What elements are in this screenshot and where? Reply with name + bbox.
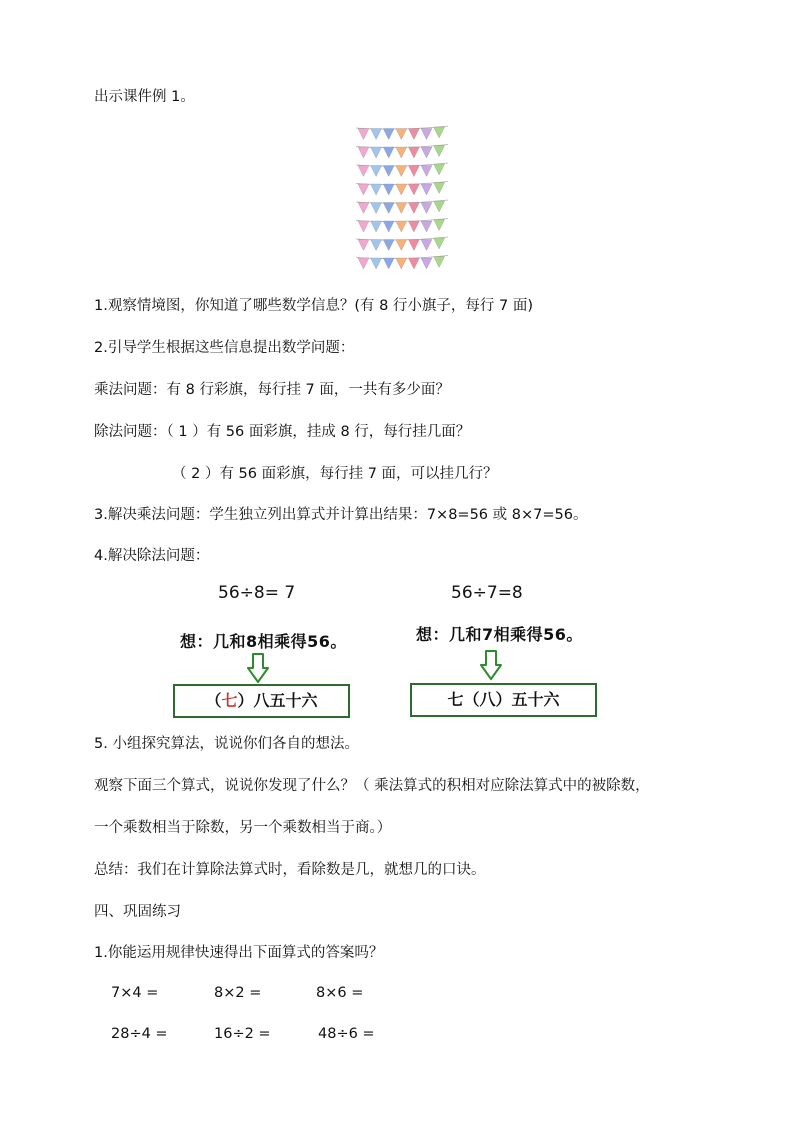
bunting-flag bbox=[421, 166, 432, 177]
bunting-flag bbox=[358, 147, 369, 158]
bunting-flag bbox=[383, 184, 394, 195]
bunting-flag bbox=[421, 147, 432, 158]
left-think-text: 想：几和8相乘得56。 bbox=[180, 632, 347, 651]
bunting-flag bbox=[358, 166, 369, 177]
bunting-flag bbox=[358, 221, 369, 232]
left-box-rest: ）八五十六 bbox=[237, 691, 318, 710]
observe-line-1: 观察下面三个算式，说说你发现了什么？（ 乘法算式的积相对应除法算式中的被除数， bbox=[94, 778, 650, 794]
section-heading: 四、巩固练习 bbox=[94, 904, 181, 920]
bunting-flag bbox=[371, 240, 382, 251]
left-multiplication-rhyme-box bbox=[173, 684, 350, 718]
bunting-flag bbox=[434, 127, 445, 138]
exercise-4: 28÷4 = bbox=[111, 1026, 168, 1042]
bunting-flag bbox=[383, 203, 394, 214]
bunting-flag bbox=[434, 257, 445, 268]
bunting-flag bbox=[358, 258, 369, 269]
bunting-flag bbox=[408, 129, 419, 140]
bunting-flag bbox=[358, 184, 369, 195]
bunting-flag bbox=[421, 184, 432, 195]
bunting-flag bbox=[358, 240, 369, 251]
bunting-flag bbox=[358, 203, 369, 214]
bunting-flag bbox=[408, 221, 419, 232]
intro-text: 出示课件例 1。 bbox=[94, 89, 195, 105]
practice-question: 1.你能运用规律快速得出下面算式的答案吗？ bbox=[94, 945, 384, 961]
bunting-flag bbox=[421, 129, 432, 140]
bunting-flag bbox=[396, 129, 407, 140]
bunting-flag bbox=[371, 203, 382, 214]
bunting-flag bbox=[371, 258, 382, 269]
bunting-flag bbox=[396, 221, 407, 232]
question-1: 1.观察情境图，你知道了哪些数学信息？(有 8 行小旗子，每行 7 面) bbox=[94, 298, 534, 314]
bunting-flag bbox=[434, 201, 445, 212]
bunting-flags-illustration bbox=[354, 124, 450, 276]
left-equation: 56÷8= 7 bbox=[218, 583, 296, 603]
bunting-flag bbox=[396, 258, 407, 269]
bunting-flag bbox=[408, 184, 419, 195]
bunting-flag bbox=[434, 146, 445, 157]
exercise-3: 8×6 = bbox=[316, 985, 364, 1001]
bunting-flag bbox=[421, 258, 432, 269]
bunting-flag bbox=[383, 240, 394, 251]
division-problem-1: 除法问题：（ 1 ）有 56 面彩旗，挂成 8 行，每行挂几面？ bbox=[94, 424, 471, 440]
question-5: 5. 小组探究算法，说说你们各自的想法。 bbox=[94, 736, 359, 752]
exercise-6: 48÷6 = bbox=[318, 1026, 375, 1042]
bunting-flag bbox=[383, 258, 394, 269]
question-4: 4.解决除法问题： bbox=[94, 548, 210, 564]
bunting-flag bbox=[371, 147, 382, 158]
exercise-5: 16÷2 = bbox=[214, 1026, 271, 1042]
observe-line-2: 一个乘数相当于除数，另一个乘数相当于商。） bbox=[94, 820, 392, 836]
question-2: 2.引导学生根据这些信息提出数学问题： bbox=[94, 340, 355, 356]
multiplication-problem: 乘法问题：有 8 行彩旗，每行挂 7 面，一共有多少面？ bbox=[94, 382, 450, 398]
bunting-flag bbox=[396, 184, 407, 195]
bunting-flag bbox=[421, 221, 432, 232]
bunting-flag bbox=[371, 184, 382, 195]
bunting-flag bbox=[358, 129, 369, 140]
bunting-flag bbox=[434, 164, 445, 175]
right-think-text: 想：几和7相乘得56。 bbox=[416, 625, 583, 644]
bunting-flag bbox=[408, 203, 419, 214]
bunting-flag bbox=[371, 166, 382, 177]
bunting-flag bbox=[383, 147, 394, 158]
exercise-1: 7×4 = bbox=[111, 985, 159, 1001]
left-box-paren-open: （ bbox=[205, 691, 222, 710]
bunting-flag bbox=[396, 240, 407, 251]
division-problem-2: （ 2 ）有 56 面彩旗，每行挂 7 面，可以挂几行？ bbox=[172, 466, 498, 482]
bunting-flag bbox=[408, 240, 419, 251]
bunting-flag bbox=[383, 129, 394, 140]
bunting-flag bbox=[408, 166, 419, 177]
right-multiplication-rhyme-box: 七（八）五十六 bbox=[410, 683, 597, 717]
bunting-flag bbox=[383, 221, 394, 232]
bunting-flag bbox=[371, 221, 382, 232]
bunting-flag bbox=[383, 166, 394, 177]
right-down-arrow-icon bbox=[480, 650, 502, 680]
left-down-arrow-icon bbox=[247, 653, 269, 683]
bunting-flag bbox=[396, 203, 407, 214]
exercise-2: 8×2 = bbox=[214, 985, 262, 1001]
question-3: 3.解决乘法问题：学生独立列出算式并计算出结果：7×8=56 或 8×7=56。 bbox=[94, 507, 588, 523]
bunting-flag bbox=[408, 258, 419, 269]
bunting-flag bbox=[408, 147, 419, 158]
left-box-highlight: 七 bbox=[221, 691, 238, 710]
bunting-flag bbox=[434, 238, 445, 249]
bunting-flag bbox=[434, 220, 445, 231]
bunting-flag bbox=[421, 240, 432, 251]
right-equation: 56÷7=8 bbox=[451, 583, 523, 603]
bunting-flag bbox=[396, 166, 407, 177]
bunting-flag bbox=[396, 147, 407, 158]
summary-text: 总结：我们在计算除法算式时，看除数是几，就想几的口诀。 bbox=[94, 862, 486, 878]
bunting-flag bbox=[421, 203, 432, 214]
bunting-flag bbox=[434, 183, 445, 194]
bunting-flag bbox=[371, 129, 382, 140]
